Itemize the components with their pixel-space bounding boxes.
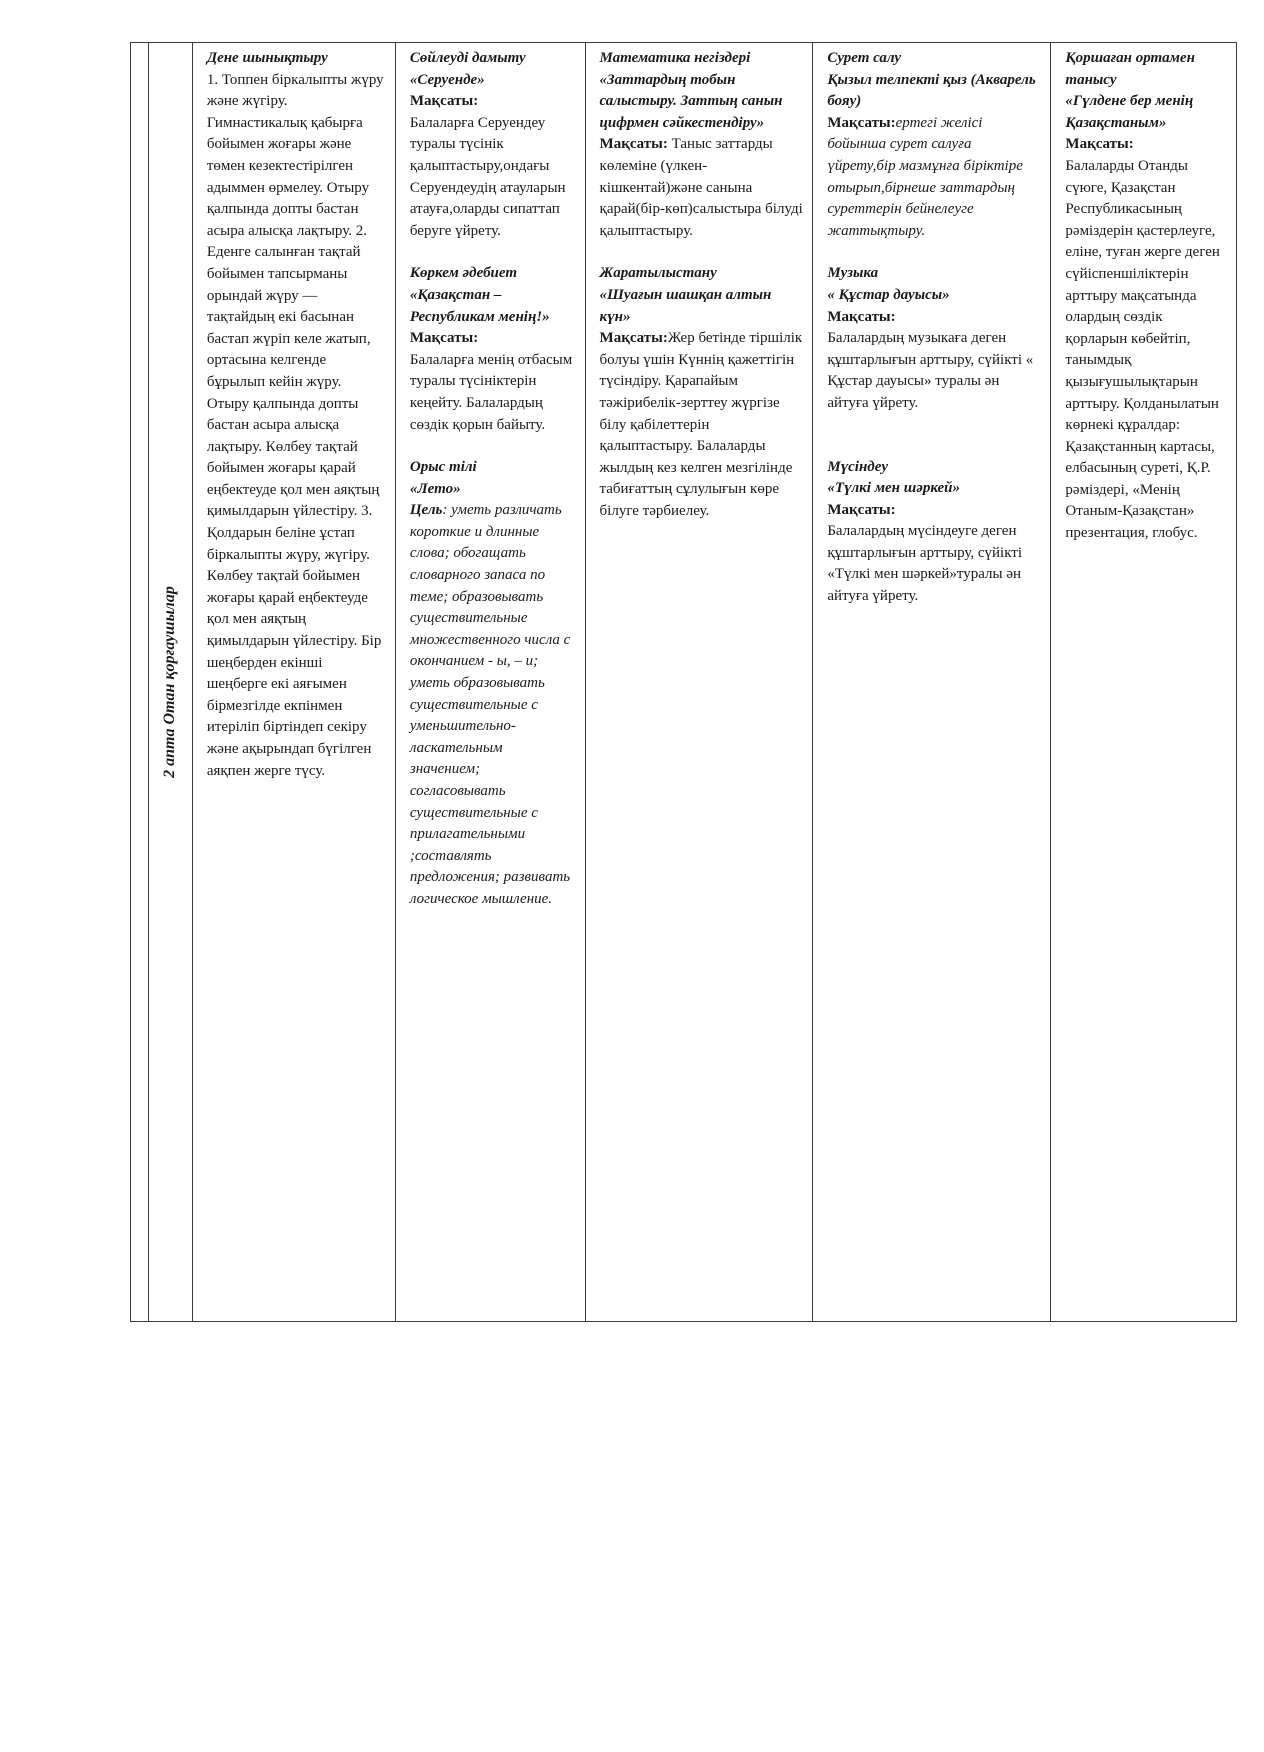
week-label: 2 апта Отан қорғаушылар <box>161 586 179 778</box>
lesson-title: « Құстар дауысы» <box>827 286 950 303</box>
goal-text: : уметь различать короткие и длинные слова; обогащать словарного запаса по теме; образовывать существительные множественного числа с окончанием - ы, – и; уметь образовывать существительные с уменьшительно-ласкательным значением; согласовывать существительные с прилагательными ;составлять предложения; развивать логическое мышление. <box>409 502 571 907</box>
goal-label: Мақсаты: <box>827 501 896 518</box>
lesson-title: «Қазақстан – Республикам менің!» <box>409 286 550 325</box>
subject-heading: Көркем әдебиет <box>409 265 518 282</box>
goal-label: Мақсаты: <box>827 308 896 325</box>
goal-text: Балалардың мүсіндеуге деген құштарлығын арттыру, сүйікті «Түлкі мен шәркей»туралы ән айтуға үйрету. <box>827 523 1023 605</box>
subject-heading: Қоршаған ортамен танысу <box>1065 50 1195 88</box>
subject-heading: Орыс тілі <box>409 459 477 476</box>
goal-label: Мақсаты: <box>827 114 896 131</box>
subject-heading: Сөйлеуді дамыту <box>409 50 526 66</box>
environment-cell <box>1051 43 1237 1322</box>
goal-label: Мақсаты: <box>599 136 668 153</box>
goal-label: Цель <box>409 502 443 519</box>
speech-literature-russian-cell <box>395 43 585 1322</box>
lesson-title: «Лето» <box>409 480 461 497</box>
goal-text: Балаларға менің отбасым туралы түсініктерін кеңейту. Балалардың сөздік қорын байыту. <box>409 351 573 433</box>
lesson-plan-table <box>130 42 1237 1322</box>
goal-text: ертегі желісі бойынша сурет салуға үйрету,бір мазмұнға біріктіре отырып,бірнеше заттардың суреттерін бейнелеуге жаттықтыру. <box>827 114 1023 239</box>
empty-column <box>131 43 149 1322</box>
week-cell <box>148 43 192 1322</box>
goal-label: Мақсаты: <box>409 93 479 110</box>
art-music-modeling-cell <box>813 43 1051 1322</box>
math-natural-science-cell <box>585 43 813 1322</box>
subject-heading: Математика негіздері <box>599 50 751 66</box>
lesson-title: «Гүлдене бер менің Қазақстаным» <box>1065 93 1194 131</box>
goal-text: Жер бетінде тіршілік болуы үшін Күннің қажеттігін түсіндіру. Қарапайым тәжірибелік-зерттеу жүргізе білу қабілеттерін қалыптастыру. Балаларды жылдың кез келген мезгілінде табиғаттың сұлулығын көре білуге тәрбиелеу. <box>599 330 803 519</box>
subject-heading: Мүсіндеу <box>827 458 889 475</box>
physical-education-cell <box>192 43 395 1322</box>
table-row <box>131 43 1237 1322</box>
subject-heading: Дене шынықтыру <box>206 50 328 66</box>
lesson-title: «Заттардың тобын салыстыру. Заттың санын цифрмен сәйкестендіру» <box>599 71 783 131</box>
subject-heading: Жаратылыстану <box>599 265 717 282</box>
lesson-title: «Түлкі мен шәркей» <box>827 480 961 497</box>
lesson-title: «Шуағын шашқан алтын күн» <box>599 286 772 325</box>
goal-text: Балаларға Серуендеу туралы түсінік қалыптастыру,ондағы Серуендеудің атауларын атауға,оларды сипаттап беруге үйрету. <box>409 114 566 239</box>
exercise-description: 1. Топпен біркалыпты жүру және жүгіру. Гимнастикалық қабырға бойымен жоғары және төмен кезектестірілген адыммен өрмелеу. Отыру қалпында допты бастан асыра алысқа лақтыру. 2. Еденге салынған тақтай бойымен тапсырманы орындай жүру — тақтайдың екі басынан бастап жүріп келе жатып, ортасына келгенде бұрылып кейін жүру. Отыру қалпында допты бастан асыра алысқа лақтыру. Көлбеу тақтай бойымен жоғары қарай еңбектеуде қол мен аяқтың қимылдарын үйлестіру. 3. Қолдарын беліне ұстап біркалыпты жүру, жүгіру. Көлбеу тақтай бойымен жоғары қарай еңбектеуде қол мен аяқтың қимылдарын үйлестіру. Бір шеңберден екінші шеңберге екі аяғымен бірмезгілде екпінмен итеріліп біртіндеп секіру және ақырындап бүгілген аяқпен жерге түсу. <box>206 71 384 779</box>
goal-text: Балаларды Отанды сүюге, Қазақстан Республикасының рәміздерін қастерлеуге, еліне, туған жерге деген сүйіспеншіліктерін арттыру мақсатында олардың сөздік қорларын көбейтіп, танымдық қызығушылықтарын арттыру. Қолданылатын көрнекі құралдар: Қазақстанның картасы, елбасының суреті, Қ.Р. рәміздері, «Менің Отаным-Қазақстан» презентация, глобус. <box>1065 157 1220 542</box>
goal-label: Мақсаты: <box>409 330 479 347</box>
goal-label: Мақсаты: <box>599 330 668 347</box>
lesson-title: «Серуенде» <box>409 71 485 88</box>
goal-text: Балалардың музыкаға деген құштарлығын арттыру, сүйікті « Құстар дауысы» туралы ән айтуға үйрету. <box>827 330 1034 411</box>
goal-text: Таныс заттарды көлеміне (үлкен-кішкентай)және санына қарай(бір-көп)салыстыра білуді қалыптастыру. <box>599 136 803 239</box>
lesson-title: Қызыл телпекті қыз (Акварель бояу) <box>827 71 1036 110</box>
subject-heading: Музыка <box>827 265 879 282</box>
subject-heading: Сурет салу <box>827 50 902 66</box>
goal-label: Мақсаты: <box>1065 136 1134 153</box>
